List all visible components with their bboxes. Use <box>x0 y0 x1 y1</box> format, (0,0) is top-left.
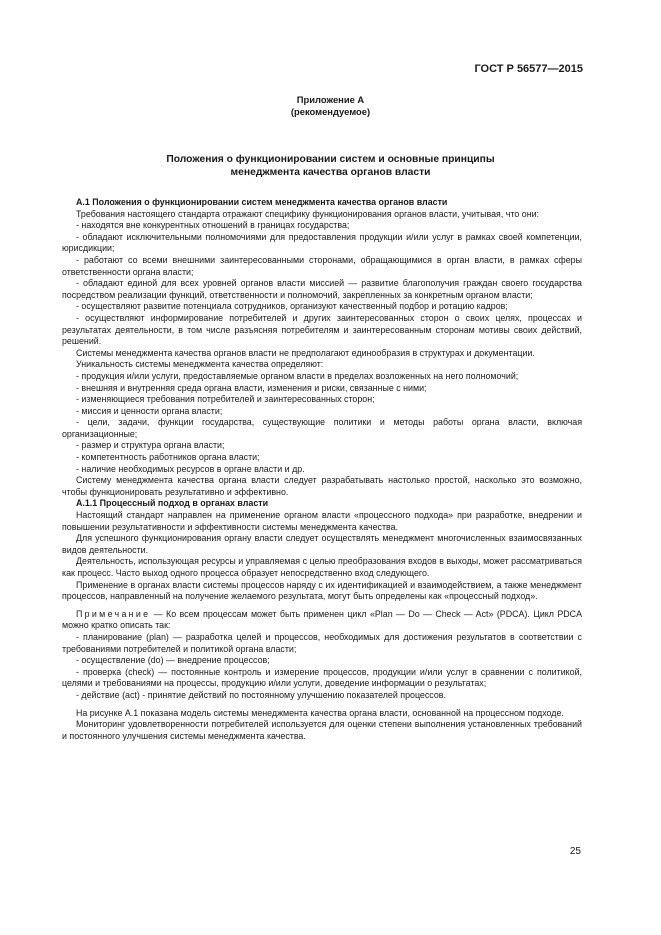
page-number: 25 <box>569 846 581 857</box>
list-item: - миссия и ценности органа власти; <box>76 405 223 416</box>
note-text: — Ко всем процессам может быть применен цикл «Plan — Do — Check — Act» (PDCA). Цикл PDCA можно кратко описать так: <box>62 608 582 631</box>
paragraph: На рисунке А.1 показана модель системы менеджмента качества органа власти, основанной на процессном подходе. <box>76 707 564 718</box>
standard-number: ГОСТ Р 56577—2015 <box>474 63 583 75</box>
annex-status: (рекомендуемое) <box>290 106 371 117</box>
paragraph: Для успешного функционирования органу власти следует осуществлять менеджмент многочисленных взаимосвязанных видов деятельности. <box>62 533 582 555</box>
list-item: - проверка (check) — постоянные контроль и измерение процессов, продукции и/или услуг в сравнении с политикой, целями и требованиями на процессы, продукцию и/или услуги, доведение информации о результатах; <box>62 666 582 689</box>
list-item: - осуществляют развитие потенциала сотрудников, организуют качественный подбор и ротацию кадров; <box>76 301 508 312</box>
list-item: - находятся вне конкурентных отношений в границах государства; <box>76 220 350 231</box>
list-item: - обладают единой для всех уровней органов власти миссией — развитие благополучия граждан своего государства посредством реализации функций, ответственности и полномочий, закрепленных за конкретным органом власти; <box>62 278 582 300</box>
annex-title-line-2: менеджмента качества органов власти <box>230 166 431 178</box>
section-a11-heading: А.1.1 Процессный подход в органах власти <box>76 498 269 509</box>
list-item: - осуществляют информирование потребителей и других заинтересованных сторон о своих целях, процессах и результатах деятельности, в том числе разъясняя потребителям и заинтересованным сторонам мотивы своих действий, решений. <box>62 312 582 347</box>
list-item: - компетентность работников органа власти; <box>76 452 260 463</box>
list-item: - наличие необходимых ресурсов в органе власти и др. <box>76 463 305 474</box>
list-item: - планирование (plan) — разработка целей и процессов, необходимых для достижения результатов в соответствии с требованиями потребителей и политикой органа власти; <box>62 631 582 654</box>
list-item: - цели, задачи, функции государства, существующие политики и методы работы органа власти, включая организационные; <box>62 417 582 439</box>
paragraph: Системы менеджмента качества органов власти не предполагают единообразия в структурах и документации. <box>76 347 535 358</box>
annex-label: Приложение А <box>296 94 365 105</box>
paragraph: Систему менеджмента качества органа власти следует разрабатывать настолько простой, насколько это возможно, чтобы функционировать результативно и эффективно. <box>62 475 582 497</box>
document-body <box>62 197 582 742</box>
list-item: - продукция и/или услуги, предоставляемые органом власти в пределах возложенных на него полномочий; <box>76 370 519 381</box>
list-item: - действие (act) - принятие действий по постоянному улучшению показателей процессов. <box>76 689 446 700</box>
annex-heading <box>0 94 661 118</box>
paragraph: Уникальность системы менеджмента качества определяют: <box>76 359 324 370</box>
paragraph: Настоящий стандарт направлен на применение органом власти «процессного подхода» при разработке, внедрении и повышении результативности и эффективности системы менеджмента качества. <box>62 510 582 532</box>
annex-title-line-1: Положения о функционировании систем и основные принципы <box>166 154 495 165</box>
list-item: - осуществление (do) — внедрение процессов; <box>76 655 270 666</box>
note <box>62 609 582 632</box>
paragraph: Требования настоящего стандарта отражают специфику функционирования органов власти, учитывая, что они: <box>76 208 540 219</box>
list-item: - обладают исключительными полномочиями для предоставления продукции и/или услуг в рамках своей компетенции, юрисдикции; <box>62 231 582 254</box>
list-item: - внешняя и внутренняя среда органа власти, изменения и риски, связанные с ними; <box>76 382 427 393</box>
list-item: - изменяющиеся требования потребителей и заинтересованных сторон; <box>76 394 375 405</box>
section-a1-heading: А.1 Положения о функционировании систем менеджмента качества органов власти <box>76 197 448 207</box>
paragraph: Деятельность, использующая ресурсы и управляемая с целью преобразования входов в выходы, может рассматриваться как процесс. Часто выход одного процесса образует непосредственно вход следующего. <box>62 556 582 578</box>
list-item: - работают со всеми внешними заинтересованными сторонами, обращающимися в орган власти, в рамках сферы ответственности органа власти; <box>62 254 582 277</box>
paragraph: Применение в органах власти системы процессов наряду с их идентификацией и взаимодействием, а также менеджмент процессов, направленный на получение желаемого результата, могут быть определены как «процессный подход». <box>62 579 582 602</box>
annex-title <box>60 154 601 179</box>
note-label: Примечание <box>76 608 151 619</box>
paragraph: Мониторинг удовлетворенности потребителей используется для оценки степени выполнения установленных требований и постоянного улучшения системы менеджмента качества. <box>62 719 582 741</box>
list-item: - размер и структура органа власти; <box>76 440 225 451</box>
